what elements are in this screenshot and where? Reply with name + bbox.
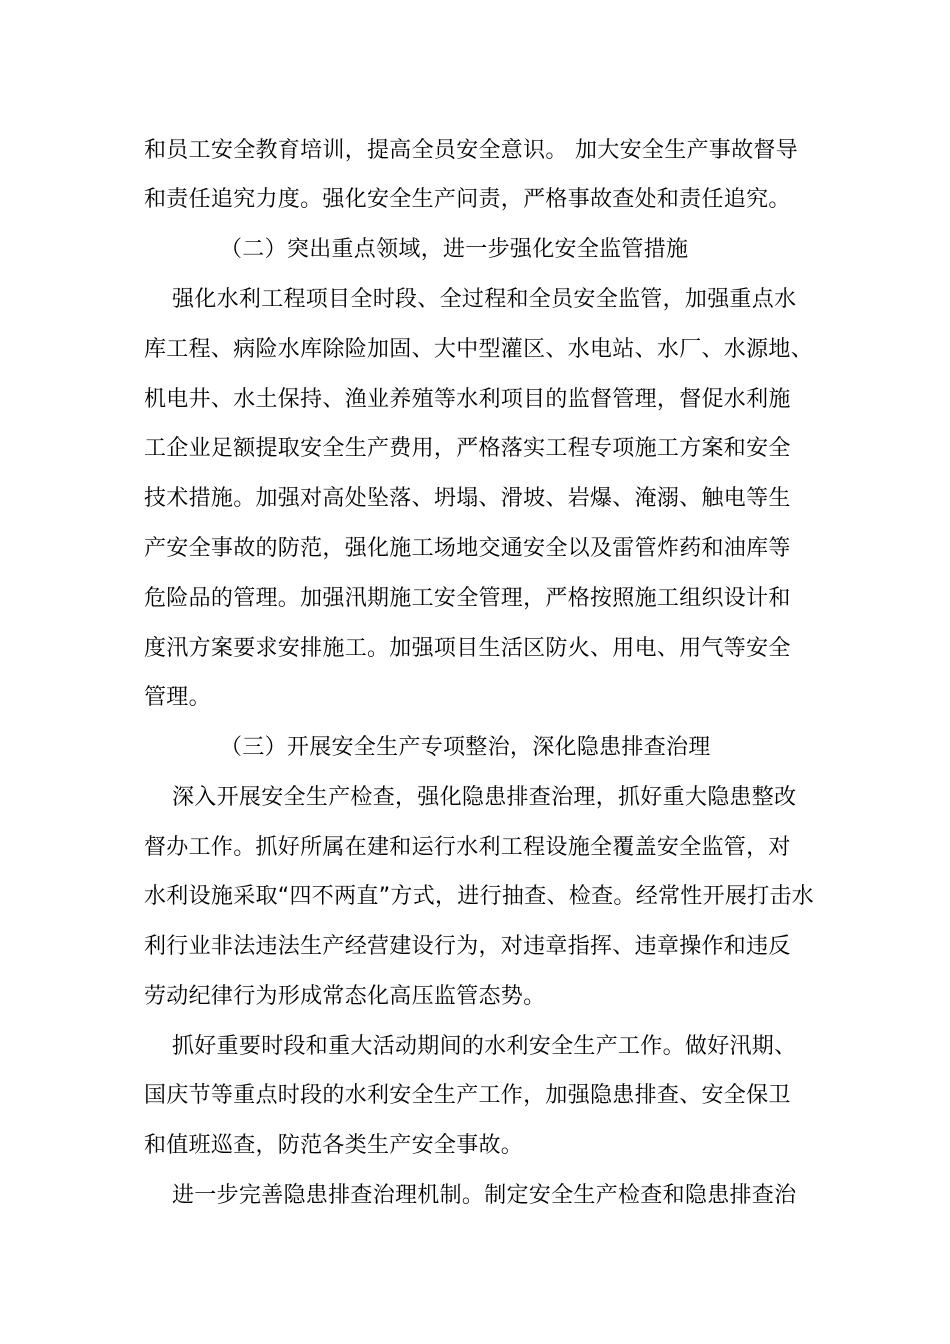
text-line: 度汛方案要求安排施工。加强项目生活区防火、用电、用气等安全 <box>144 636 791 661</box>
paragraph-start: 深入开展安全生产检查，强化隐患排查治理，抓好重大隐患整改 <box>172 785 797 810</box>
text-line: 工企业足额提取安全生产费用，严格落实工程专项施工方案和安全 <box>144 436 791 461</box>
paragraph-start: 抓好重要时段和重大活动期间的水利安全生产工作。做好汛期、 <box>172 1034 797 1059</box>
text-line: 督办工作。抓好所属在建和运行水利工程设施全覆盖安全监管，对 <box>144 835 791 860</box>
text-line: 和责任追究力度。强化安全生产问责，严格事故查处和责任追究。 <box>144 187 791 212</box>
text-line: 危险品的管理。加强汛期施工安全管理，严格按照施工组织设计和 <box>144 586 791 611</box>
text-line: 国庆节等重点时段的水利安全生产工作，加强隐患排查、安全保卫 <box>144 1083 791 1108</box>
text-line: 技术措施。加强对高处坠落、坍塌、滑坡、岩爆、淹溺、触电等生 <box>144 486 791 511</box>
text-line: 库工程、病险水库除险加固、大中型灌区、水电站、水厂、水源地、 <box>144 337 814 362</box>
text-line: 管理。 <box>144 685 211 710</box>
section-heading-3: （三）开展安全生产专项整治，深化隐患排查治理 <box>220 735 711 760</box>
text-line: 利行业非法违法生产经营建设行为，对违章指挥、违章操作和违反 <box>144 934 791 959</box>
text-line: 和员工安全教育培训，提高全员安全意识。 加大安全生产事故督导 <box>144 138 798 163</box>
text-line: 和值班巡查，防范各类生产安全事故。 <box>144 1133 524 1158</box>
text-line: 劳动纪律行为形成常态化高压监管态势。 <box>144 984 546 1009</box>
text-line: 机电井、水土保持、渔业养殖等水利项目的监督管理，督促水利施 <box>144 387 791 412</box>
text-line: 产安全事故的防范，强化施工场地交通安全以及雷管炸药和油库等 <box>144 536 791 561</box>
text-line: 水利设施采取“四不两直”方式，进行抽查、检查。经常性开展打击水 <box>144 884 815 909</box>
section-heading-2: （二）突出重点领域，进一步强化安全监管措施 <box>220 237 689 262</box>
paragraph-start: 强化水利工程项目全时段、全过程和全员安全监管，加强重点水 <box>172 287 797 312</box>
paragraph-start: 进一步完善隐患排查治理机制。制定安全生产检查和隐患排查治 <box>172 1183 797 1208</box>
